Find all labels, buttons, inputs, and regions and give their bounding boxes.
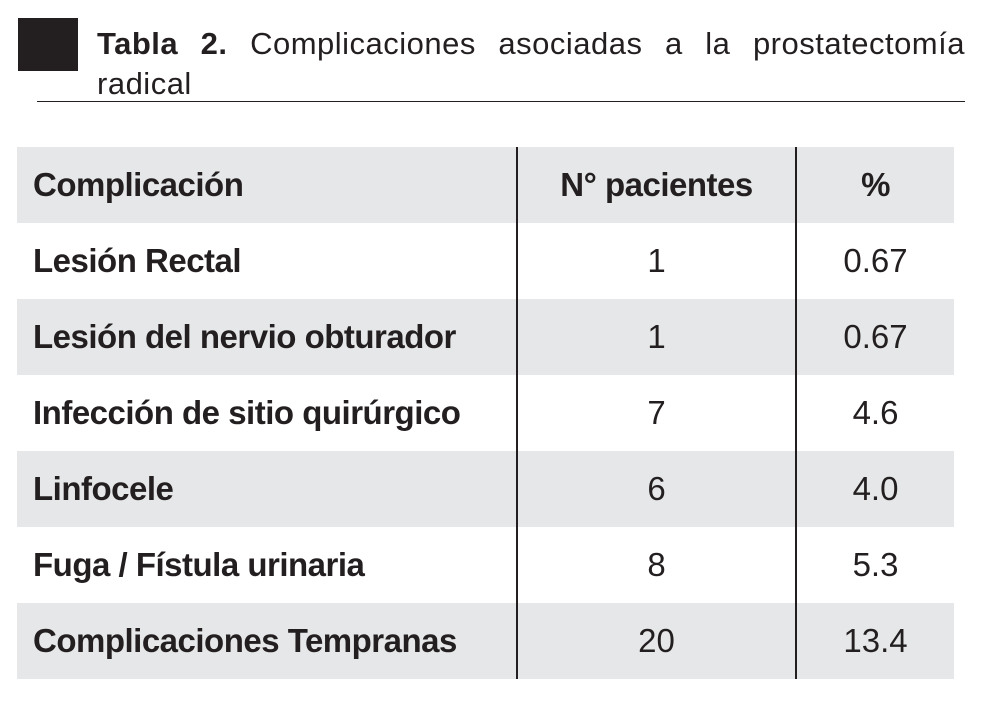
cell-n-pacientes: 20	[517, 603, 796, 679]
cell-complicacion: Complicaciones Tempranas	[33, 622, 457, 659]
caption-marker-square	[18, 18, 78, 71]
cell-complicacion: Fuga / Fístula urinaria	[33, 546, 365, 583]
complications-table	[17, 147, 954, 679]
cell-complicacion: Lesión del nervio obturador	[33, 318, 456, 355]
cell-n-pacientes: 1	[517, 299, 796, 375]
caption-text	[97, 24, 965, 104]
cell-n-pacientes: 7	[517, 375, 796, 451]
cell-complicacion: Lesión Rectal	[33, 242, 242, 279]
cell-complicacion: Linfocele	[33, 470, 174, 507]
table-caption	[0, 0, 987, 110]
cell-n-pacientes: 1	[517, 223, 796, 299]
cell-porcentaje: 0.67	[796, 223, 954, 299]
table-row	[17, 603, 954, 679]
table-row	[17, 223, 954, 299]
table-header-row	[17, 147, 954, 223]
cell-n-pacientes: 6	[517, 451, 796, 527]
cell-complicacion: Infección de sitio quirúrgico	[33, 394, 461, 431]
table-row	[17, 299, 954, 375]
cell-porcentaje: 13.4	[796, 603, 954, 679]
caption-title: Complicaciones asociadas a la prostatectomía radical	[97, 26, 965, 101]
cell-porcentaje: 5.3	[796, 527, 954, 603]
table-row	[17, 451, 954, 527]
table-row	[17, 527, 954, 603]
cell-n-pacientes: 8	[517, 527, 796, 603]
cell-porcentaje: 4.0	[796, 451, 954, 527]
complications-table-container	[17, 147, 954, 679]
caption-label: Tabla 2.	[97, 26, 228, 61]
caption-divider	[37, 101, 965, 102]
cell-porcentaje: 4.6	[796, 375, 954, 451]
table-row	[17, 375, 954, 451]
header-complicacion: Complicación	[33, 166, 244, 203]
cell-porcentaje: 0.67	[796, 299, 954, 375]
header-n-pacientes: N° pacientes	[517, 147, 796, 223]
header-porcentaje: %	[796, 147, 954, 223]
